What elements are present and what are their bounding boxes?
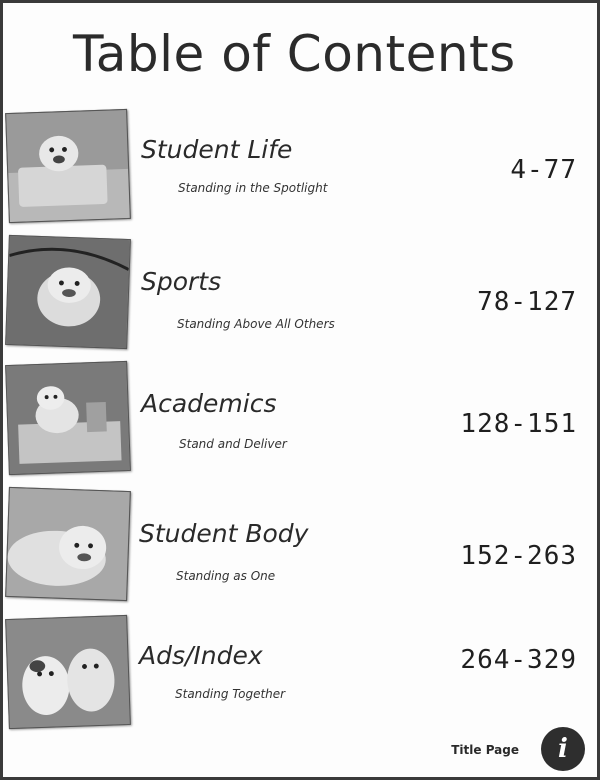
page-range: 4-77: [510, 155, 577, 185]
two-bulldog-puppies-photo: [5, 615, 131, 729]
bulldog-puppy-with-leash-photo: [5, 235, 131, 349]
section-subtitle: Standing Above All Others: [177, 317, 335, 331]
section-title: Student Body: [139, 519, 309, 548]
bulldog-in-wagon-photo: [5, 109, 131, 223]
section-subtitle: Standing in the Spotlight: [178, 181, 328, 195]
page-range: 128-151: [460, 409, 577, 439]
footer-label: Title Page: [451, 743, 519, 757]
section-subtitle: Stand and Deliver: [179, 437, 287, 451]
section-title: Sports: [141, 267, 222, 296]
page-range: 264-329: [460, 645, 577, 675]
page-range: 152-263: [460, 541, 577, 571]
page-number-badge: i: [541, 727, 585, 771]
section-title: Academics: [141, 389, 277, 418]
section-subtitle: Standing as One: [176, 569, 276, 583]
section-subtitle: Standing Together: [175, 687, 286, 701]
section-title: Student Life: [141, 135, 293, 164]
bulldog-on-table-photo: [5, 361, 131, 475]
section-title: Ads/Index: [139, 641, 263, 670]
page-title: Table of Contents: [73, 25, 516, 83]
bulldog-puppy-lying-photo: [5, 487, 131, 601]
page-range: 78-127: [477, 287, 577, 317]
